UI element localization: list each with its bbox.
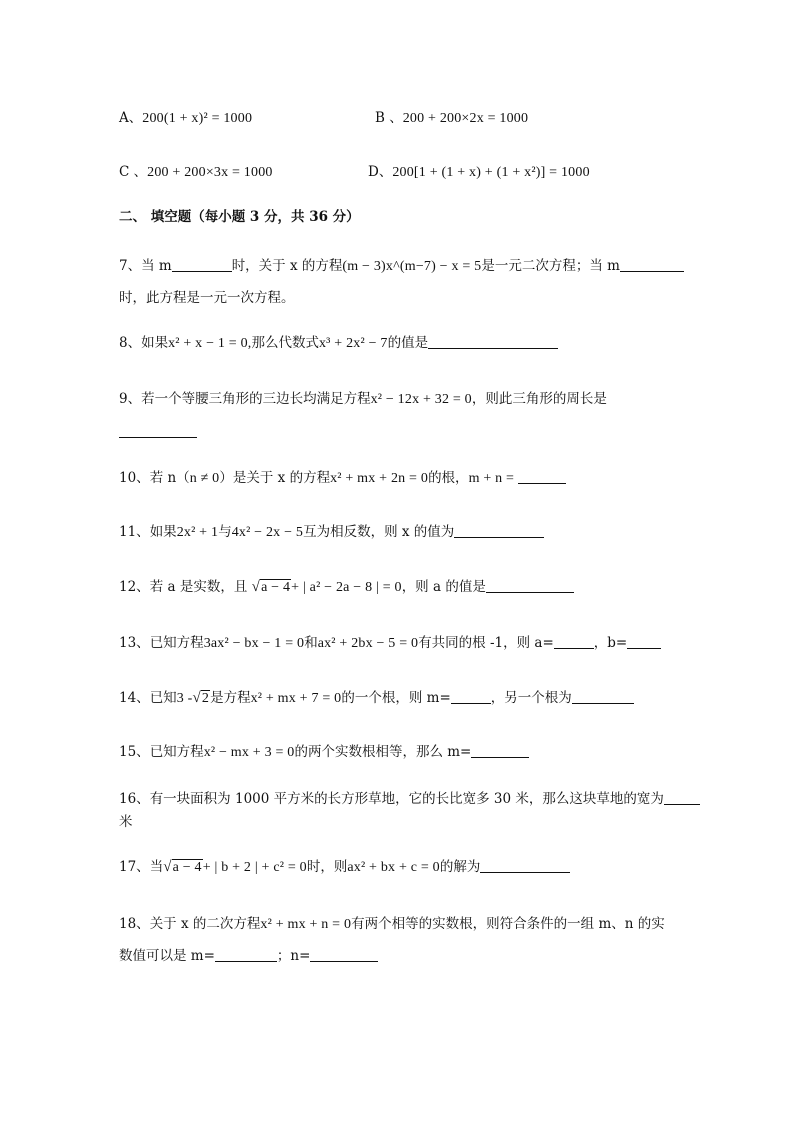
- option-b: [375, 108, 528, 129]
- q17-text-3: 的解为: [439, 859, 481, 875]
- question-7-line-1: [119, 256, 676, 277]
- q10-blank[interactable]: [518, 469, 566, 484]
- q8-number: 8、: [119, 335, 142, 351]
- q10-text-3: 的根，: [428, 470, 469, 486]
- q13-text-3: 有共同的根 -1，则 a=: [418, 635, 554, 651]
- q8-expression: x³ + 2x² − 7: [318, 336, 388, 351]
- q12-radicand: a − 4: [261, 580, 291, 595]
- q9-equation: x² − 12x + 32 = 0: [370, 392, 472, 407]
- q13-number: 13、: [119, 635, 150, 651]
- q14-text-2: 是方程: [210, 690, 251, 706]
- question-7-line-2: 时，此方程是一元一次方程。: [119, 290, 295, 306]
- q14-equation: x² + mx + 7 = 0: [250, 691, 342, 706]
- q15-text-2: 的两个实数根相等，那么 m=: [294, 744, 472, 760]
- q15-number: 15、: [119, 744, 150, 760]
- question-11: [119, 522, 676, 543]
- q17-radicand: a − 4: [172, 860, 202, 875]
- q11-expression-2: 4x² − 2x − 5: [231, 525, 304, 540]
- q13-equation-2: ax² + 2bx − 5 = 0: [317, 636, 419, 651]
- option-d-expr: 200[1 + (1 + x) + (1 + x²)] = 1000: [392, 165, 590, 180]
- q14-text-4: ，另一个根为: [490, 690, 572, 706]
- q12-sqrt: [252, 577, 292, 598]
- q18-blank-n[interactable]: [310, 947, 378, 962]
- question-18-line-1: [119, 914, 676, 935]
- q12-number: 12、: [119, 579, 150, 595]
- q18-number: 18、: [119, 916, 150, 932]
- q18-text-2: 有两个相等的实数根，则符合条件的一组 m、n 的实: [351, 916, 665, 932]
- q7-text-1: 当 m: [141, 258, 172, 274]
- sqrt-symbol: √: [192, 690, 201, 706]
- q17-equation: ax² + bx + c = 0: [347, 860, 440, 875]
- q14-value: 3 -: [176, 691, 193, 706]
- question-9-answer-line: [119, 422, 676, 442]
- q8-text-1: 如果: [141, 335, 169, 351]
- question-16-line-1: [119, 789, 676, 809]
- section-title: 二、 填空题（每小题 3 分，共 36 分）: [119, 209, 360, 225]
- q14-blank-root[interactable]: [572, 689, 634, 704]
- option-c-expr: 200 + 200×3x = 1000: [147, 165, 273, 180]
- q12-blank[interactable]: [486, 578, 574, 593]
- q7-blank-1[interactable]: [172, 257, 232, 272]
- q13-blank-a[interactable]: [554, 634, 594, 649]
- q13-blank-b[interactable]: [627, 634, 661, 649]
- q11-text-3: 互为相反数，则 x 的值为: [303, 524, 455, 540]
- q16-blank[interactable]: [664, 790, 700, 805]
- q11-number: 11、: [119, 524, 150, 540]
- option-c: [119, 162, 273, 183]
- q16-text-1: 有一块面积为 1000 平方米的长方形草地，它的长比宽多 30 米，那么这块草地的宽为: [149, 791, 664, 807]
- q13-text-4: ，b=: [593, 635, 628, 651]
- q17-condition: + | b + 2 | + c² = 0: [202, 860, 307, 875]
- q14-text-3: 的一个根，则 m=: [341, 690, 451, 706]
- question-8: [119, 333, 676, 354]
- q10-text-2: ）是关于 x 的方程: [219, 470, 331, 486]
- option-a-label: A、: [119, 110, 143, 126]
- q7-blank-2[interactable]: [620, 257, 684, 272]
- q7-text-2: 时，关于 x 的方程: [231, 258, 343, 274]
- q8-equation: x² + x − 1 = 0,: [168, 336, 252, 351]
- q13-equation-1: 3ax² − bx − 1 = 0: [203, 636, 305, 651]
- option-c-label: C 、: [119, 164, 148, 180]
- question-12: [119, 577, 676, 598]
- q8-text-3: 的值是: [387, 335, 429, 351]
- q13-text-2: 和: [304, 635, 318, 651]
- question-10: [119, 468, 676, 489]
- q11-text-2: 与: [218, 524, 232, 540]
- q10-expression: m + n =: [468, 471, 515, 486]
- q17-text-2: 时，则: [306, 859, 348, 875]
- q18-text-1: 关于 x 的二次方程: [149, 916, 261, 932]
- question-18-line-2: [119, 946, 676, 966]
- q15-blank[interactable]: [471, 743, 529, 758]
- q17-blank[interactable]: [480, 858, 570, 873]
- question-15: [119, 742, 676, 763]
- q12-equation: + | a² − 2a − 8 | = 0: [291, 580, 402, 595]
- q14-text-1: 已知: [149, 690, 177, 706]
- q16-number: 16、: [119, 791, 150, 807]
- q14-blank-m[interactable]: [451, 689, 491, 704]
- q9-text-1: 若一个等腰三角形的三边长均满足方程: [141, 391, 371, 407]
- q18-text-4: ；n=: [276, 948, 311, 964]
- q9-blank[interactable]: [119, 423, 197, 438]
- q15-equation: x² − mx + 3 = 0: [203, 745, 295, 760]
- q14-sqrt: [192, 688, 210, 709]
- option-a-expr: 200(1 + x)² = 1000: [142, 111, 253, 126]
- q11-blank[interactable]: [454, 523, 544, 538]
- sqrt-symbol: √: [251, 579, 261, 595]
- question-9: [119, 389, 676, 410]
- q11-expression-1: 2x² + 1: [176, 525, 219, 540]
- question-13: [119, 633, 676, 654]
- option-d: [368, 162, 590, 183]
- option-d-label: D、: [368, 164, 393, 180]
- option-a: [119, 108, 252, 129]
- q12-text-1: 若 a 是实数，且: [149, 579, 248, 595]
- q18-text-3: 数值可以是 m=: [119, 948, 215, 964]
- q10-number: 10、: [119, 470, 150, 486]
- q9-text-2: ，则此三角形的周长是: [471, 391, 607, 407]
- q18-blank-m[interactable]: [215, 947, 277, 962]
- q7-text-3: 是一元二次方程；当 m: [481, 258, 620, 274]
- q17-text-1: 当: [149, 859, 164, 875]
- q7-number: 7、: [119, 258, 142, 274]
- q17-sqrt: [163, 857, 203, 878]
- q8-blank[interactable]: [428, 334, 558, 349]
- q10-condition: n ≠ 0: [189, 471, 220, 486]
- q17-number: 17、: [119, 859, 150, 875]
- q11-text-1: 如果: [149, 524, 177, 540]
- q13-text-1: 已知方程: [149, 635, 204, 651]
- q7-equation: (m − 3)x^(m−7) − x = 5: [342, 259, 482, 274]
- q14-number: 14、: [119, 690, 150, 706]
- question-16-line-2: 米: [119, 814, 133, 830]
- option-b-label: B 、: [375, 110, 403, 126]
- q8-text-2: 那么代数式: [251, 335, 319, 351]
- q9-number: 9、: [119, 391, 142, 407]
- q18-equation: x² + mx + n = 0: [260, 917, 352, 932]
- q14-radicand: 2: [201, 691, 210, 706]
- question-14: [119, 688, 676, 709]
- option-b-expr: 200 + 200×2x = 1000: [402, 111, 529, 126]
- sqrt-symbol: √: [163, 859, 172, 875]
- q10-equation: x² + mx + 2n = 0: [330, 471, 429, 486]
- question-17: [119, 857, 676, 878]
- q15-text-1: 已知方程: [149, 744, 204, 760]
- q12-text-2: ，则 a 的值是: [401, 579, 486, 595]
- q10-text-1: 若 n（: [149, 470, 190, 486]
